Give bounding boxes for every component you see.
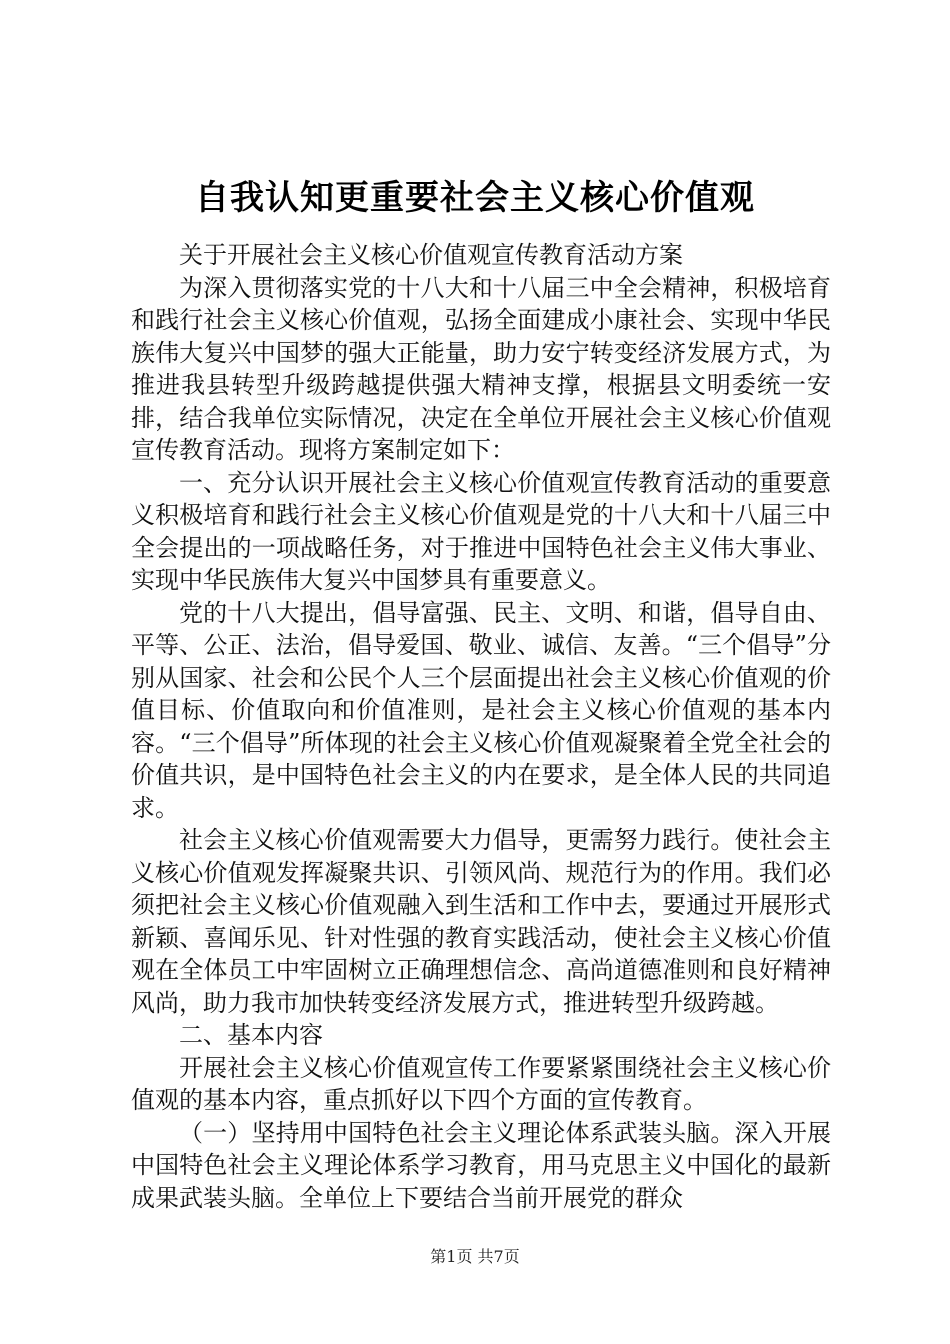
document-title: 自我认知更重要社会主义核心价值观	[195, 178, 755, 218]
paragraph-section-one: 一、充分认识开展社会主义核心价值观宣传教育活动的重要意义积极培育和践行社会主义核心价值观是党的十八大和十八届三中全会提出的一项战略任务，对于推进中国特色社会主义伟大事业、实现中华民族伟大复兴中国梦具有重要意义。	[131, 468, 831, 594]
page-number-footer: 第1页 共7页	[430, 1247, 520, 1266]
paragraph-heading-plan: 关于开展社会主义核心价值观宣传教育活动方案	[179, 241, 683, 269]
paragraph-section-two-content: 开展社会主义核心价值观宣传工作要紧紧围绕社会主义核心价值观的基本内容，重点抓好以下四个方面的宣传教育。	[131, 1053, 831, 1114]
document-body	[131, 239, 831, 1214]
paragraph-three-advocacies: 党的十八大提出，倡导富强、民主、文明、和谐，倡导自由、平等、公正、法治，倡导爱国、敬业、诚信、友善。“三个倡导”分别从国家、社会和公民个人三个层面提出社会主义核心价值观的价值目标、价值取向和价值准则，是社会主义核心价值观的基本内容。“三个倡导”所体现的社会主义核心价值观凝聚着全党全社会的价值共识，是中国特色社会主义的内在要求，是全体人民的共同追求。	[131, 598, 831, 822]
paragraph-section-two-heading: 二、基本内容	[179, 1021, 323, 1049]
paragraph-practice: 社会主义核心价值观需要大力倡导，更需努力践行。使社会主义核心价值观发挥凝聚共识、引领风尚、规范行为的作用。我们必须把社会主义核心价值观融入到生活和工作中去，要通过开展形式新颖、喜闻乐见、针对性强的教育实践活动，使社会主义核心价值观在全体员工中牢固树立正确理想信念、高尚道德准则和良好精神风尚，助力我市加快转变经济发展方式，推进转型升级跨越。	[131, 826, 831, 1017]
paragraph-intro: 为深入贯彻落实党的十八大和十八届三中全会精神，积极培育和践行社会主义核心价值观，弘扬全面建成小康社会、实现中华民族伟大复兴中国梦的强大正能量，助力安宁转变经济发展方式，为推进我县转型升级跨越提供强大精神支撑，根据县文明委统一安排，结合我单位实际情况，决定在全单位开展社会主义核心价值观宣传教育活动。现将方案制定如下：	[131, 273, 831, 464]
paragraph-item-one: （一）坚持用中国特色社会主义理论体系武装头脑。深入开展中国特色社会主义理论体系学习教育，用马克思主义中国化的最新成果武装头脑。全单位上下要结合当前开展党的群众	[131, 1118, 831, 1212]
